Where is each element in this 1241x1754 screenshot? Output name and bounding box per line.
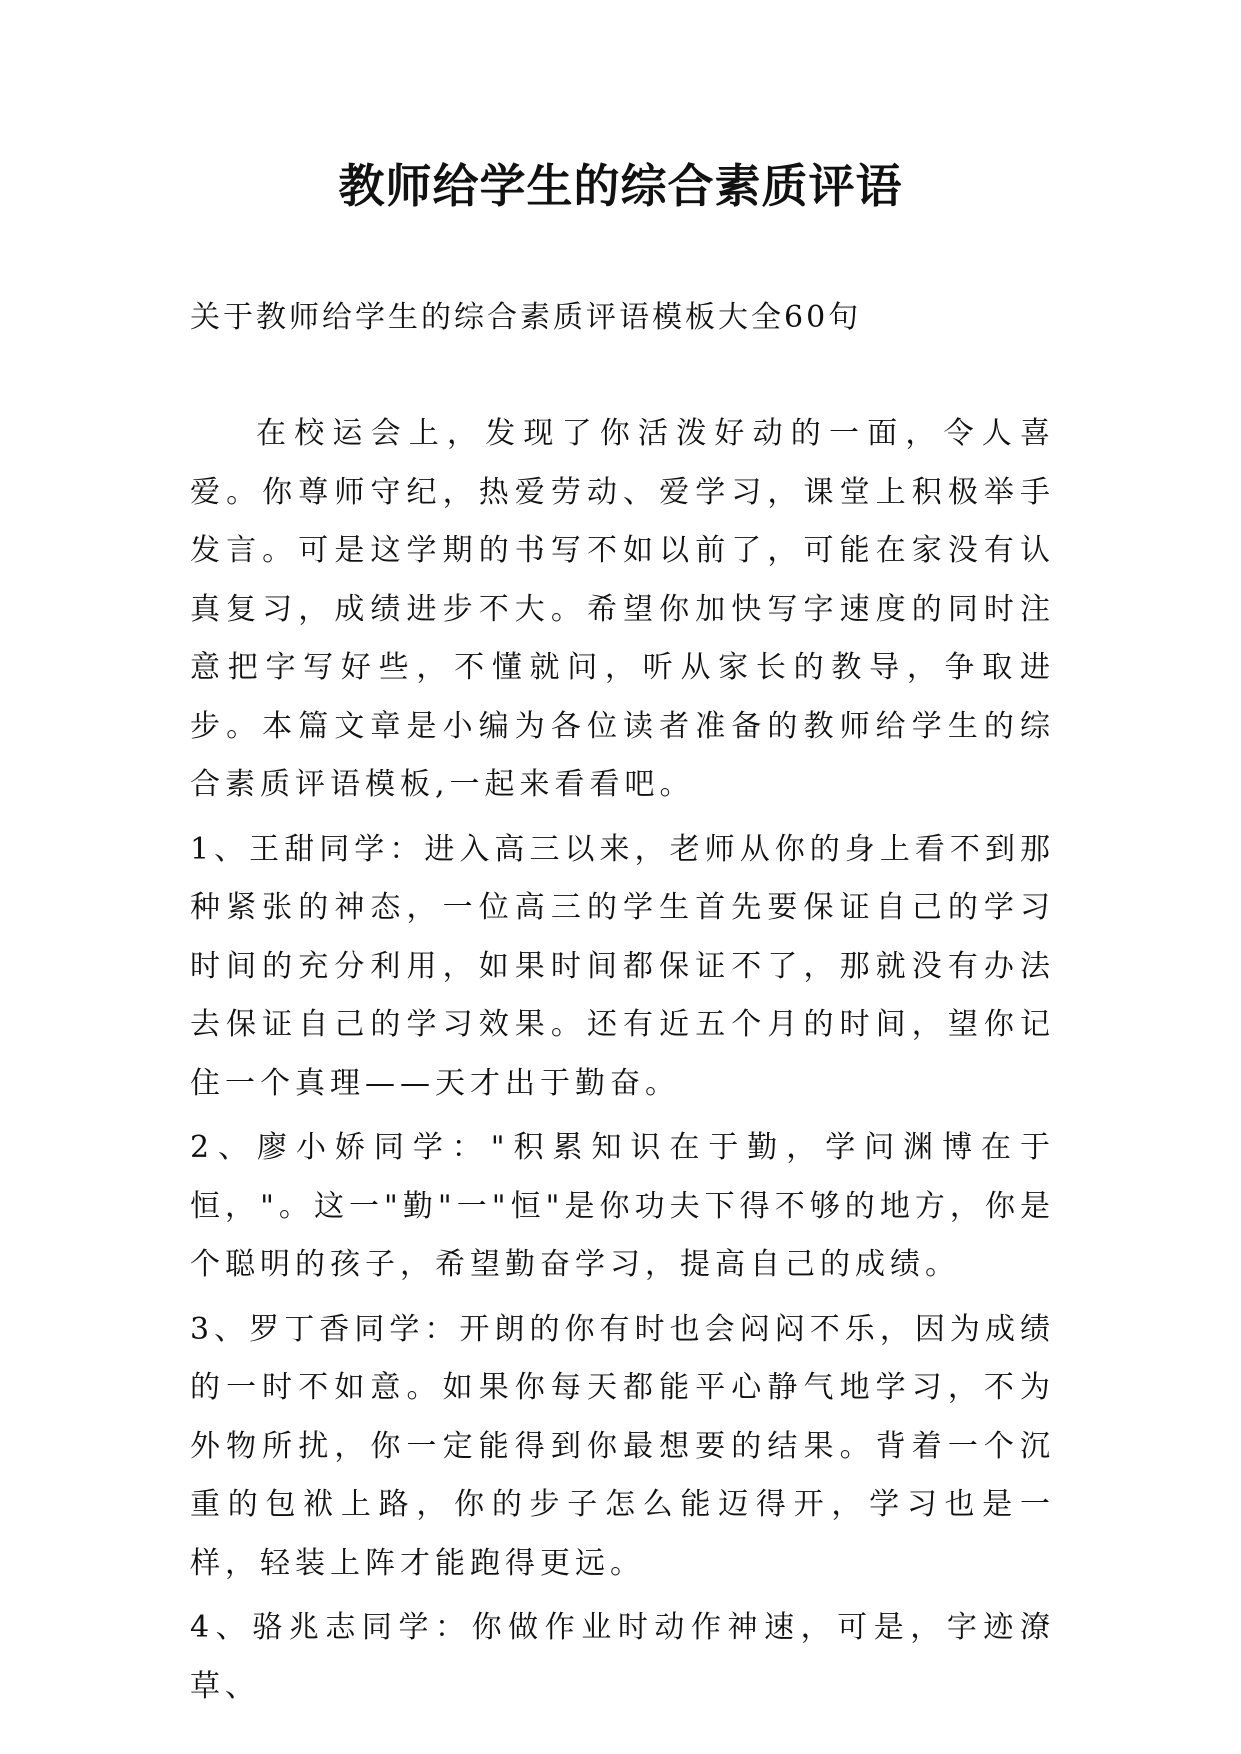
document-subtitle: 关于教师给学生的综合素质评语模板大全60句	[190, 300, 862, 335]
intro-paragraph: 在校运会上，发现了你活泼好动的一面，令人喜爱。你尊师守纪，热爱劳动、爱学习，课堂上积极举手发言。可是这学期的书写不如以前了，可能在家没有认真复习，成绩进步不大。希望你加快写字速度的同时注意把字写好些，不懂就问，听从家长的教导，争取进步。本篇文章是小编为各位读者准备的教师给学生的综合素质评语模板,一起来看看吧。	[190, 416, 1055, 802]
comment-item-3: 3、罗丁香同学：开朗的你有时也会闷闷不乐，因为成绩的一时不如意。如果你每天都能平心静气地学习，不为外物所扰，你一定能得到你最想要的结果。背着一个沉重的包袱上路，你的步子怎么能迈得开，学习也是一样，轻装上阵才能跑得更远。	[190, 1311, 1055, 1581]
comment-item-2: 2、廖小娇同学："积累知识在于勤，学问渊博在于恒，"。这一"勤"一"恒"是你功夫下得不够的地方，你是个聪明的孩子，希望勤奋学习，提高自己的成绩。	[190, 1130, 1055, 1282]
document-body	[190, 405, 1055, 1716]
comment-item-1: 1、王甜同学：进入高三以来，老师从你的身上看不到那种紧张的神态，一位高三的学生首先要保证自己的学习时间的充分利用，如果时间都保证不了，那就没有办法去保证自己的学习效果。还有近五个月的时间，望你记住一个真理——天才出于勤奋。	[190, 831, 1055, 1101]
comment-item-4: 4、骆兆志同学：你做作业时动作神速，可是，字迹潦草、	[190, 1610, 1055, 1704]
document-title: 教师给学生的综合素质评语	[338, 159, 903, 213]
